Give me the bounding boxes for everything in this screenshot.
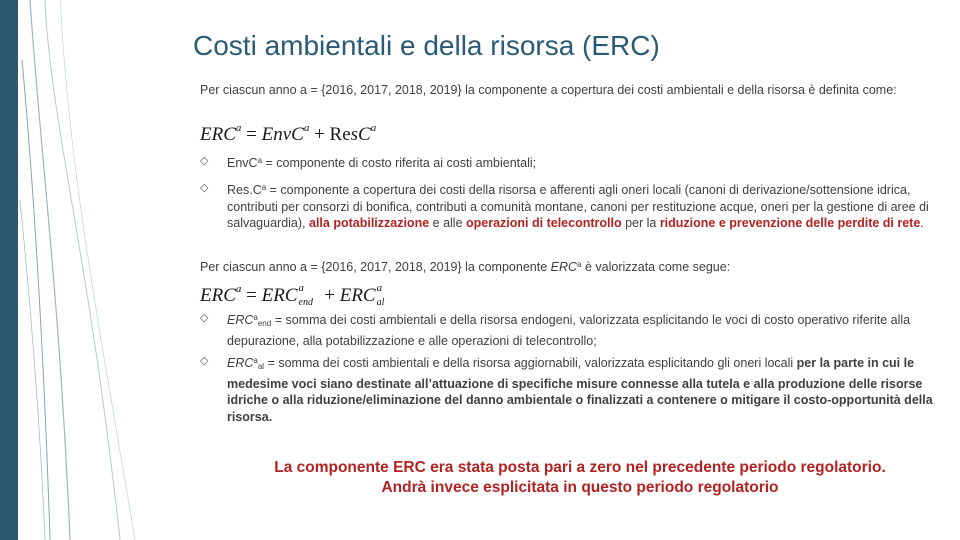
bullet-diamond-icon: ◇ [200,155,209,167]
formula-term-envc-sup: a [303,122,310,134]
bullet-envc: ◇ EnvC$^a$ = componente di costo riferita ai costi ambientali; [200,155,537,170]
bullet-diamond-icon: ◇ [200,182,209,194]
slide-title: Costi ambientali e della risorsa (ERC) [193,30,660,61]
highlight-riduzione-perdite: riduzione e prevenzione delle perdite di rete [659,216,921,230]
formula-term-erc-al: ERC a al [339,282,385,308]
formula-term-erc-end: ERC a end [261,282,313,308]
bullet-erc-end: ◇ $ERC^aend$ = somma dei costi ambientali e della risorsa endogeni, valorizzata esplicitando le voci di costo operativo riferite alla depurazione, alla potabilizzazione e alle operazioni di telecontrollo; [200,312,911,348]
intro-paragraph-2: Per ciascun anno a = {2016, 2017, 2018, 2019} la componente ERC$^a$ è valorizzata come segue: [200,260,731,274]
bullet-diamond-icon: ◇ [200,355,209,367]
formula-term-res-b: sC [350,124,371,145]
formula-term-res-a: Re [329,124,351,145]
bullet-resc: ◇ $Res.C^a$ = componente a copertura dei costi della risorsa e afferenti agli oneri locali (canoni di derivazione/sottensione idrica, contributi per consorzi di bonifica, contributi a comunità montane, canoni per restituzione acque, oneri per la gestione di aree di salvaguardia), alla potabilizzazione e alle operazioni di telecontrollo per la riduzione e prevenzione delle perdite di rete. [200,182,929,230]
formula-lhs-sup: a [235,122,242,134]
formula-erc-definition: $ERC^a$ = EnvC$^a$ + ResC$^a$ [200,122,377,145]
conclusion-line-2: Andrà invece esplicitata in questo periodo regolatorio [381,479,779,496]
formula-erc-split: $ERC^a$ = ERC a end + ERC a al [200,282,385,308]
formula-eq: = [241,124,262,145]
decorative-lines [0,0,140,540]
formula-term-envc: EnvC [261,124,304,145]
formula-lhs: ERC [200,124,236,145]
highlight-potabilizzazione: alla potabilizzazione [309,216,430,230]
conclusion-line-1: La componente ERC era stata posta pari a zero nel precedente periodo regolatorio. [274,459,886,476]
highlight-telecontrollo: operazioni di telecontrollo [466,216,622,230]
intro-paragraph-1: Per ciascun anno a = {2016, 2017, 2018, 2019} la componente a copertura dei costi ambientali e della risorsa è definita come: [200,83,897,97]
bullet-diamond-icon: ◇ [200,312,209,324]
formula-term-res-sup: a [370,122,377,134]
bold-parte-destinata: per la parte in cui le medesime voci siano destinate all’attuazione di specifiche misure connesse alla tutela e alla produzione delle risorse idriche o alla riduzione/eliminazione del danno ambientale o finalizzati a contenere o mitigare il costo-opportunità della risorsa. [227,356,933,424]
conclusion-note [210,458,950,498]
bullet-erc-al: ◇ $ERC^aal$ = somma dei costi ambientali e della risorsa aggiornabili, valorizzata esplicitando gli oneri locali per la parte in cui le medesime voci siano destinate all’attuazione di specifiche misure connesse alla tutela e alla produzione delle risorse idriche o alla riduzione/eliminazione del danno ambientale o finalizzati a contenere o mitigare il costo-opportunità della risorsa. [200,355,933,424]
